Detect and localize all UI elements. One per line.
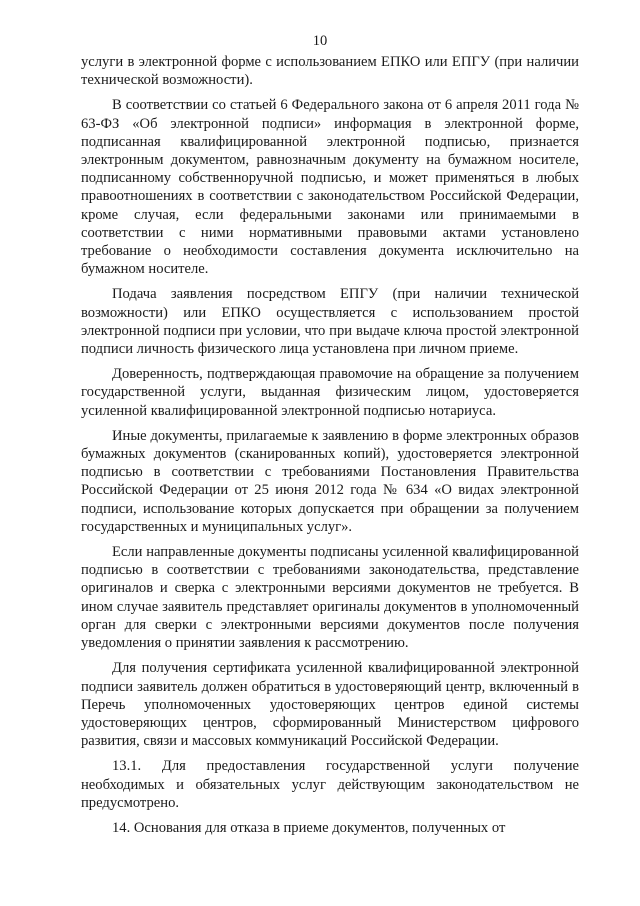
page-number: 10: [312, 33, 328, 49]
paragraph-electronic-signature-law: В соответствии со статьей 6 Федерального закона от 6 апреля 2011 года № 63-ФЗ «Об электронной подписи» информация в электронной форме, подписанная квалифицированной электронной подписью, признается электронным документом, равнозначным документу на бумажном носителе, подписанному собственноручной подписью, и может применяться в любых правоотношениях в соответствии с законодательством Российской Федерации, кроме случая, если федеральными законами или принимаемыми в соответствии с ними нормативными правовыми актами установлено требование о необходимости составления документа исключительно на бумажном носителе.: [81, 97, 579, 278]
paragraph-signed-documents: Если направленные документы подписаны усиленной квалифицированной подписью в соответствии с требованиями законодательства, представление оригиналов и сверка с электронными версиями документов не требуется. В ином случае заявитель представляет оригиналы документов в уполномоченный орган для сверки с электронными версиями документов после получения уведомления о принятии заявления к рассмотрению.: [81, 544, 579, 652]
paragraph-power-of-attorney: Доверенность, подтверждающая правомочие на обращение за получением государственной услуги, выданная физическим лицом, удостоверяется усиленной квалифицированной электронной подписью нотариуса.: [81, 366, 579, 419]
paragraph-other-documents: Иные документы, прилагаемые к заявлению в форме электронных образов бумажных документов (сканированных копий), удостоверяется электронной подписью в соответствии с требованиями Постановления Правительства Российской Федерации от 25 июня 2012 года № 634 «О видах электронной подписи, использование которых допускается при обращении за получением государственных и муниципальных услуг».: [81, 427, 579, 535]
paragraph-application-submission: Подача заявления посредством ЕПГУ (при наличии технической возможности) или ЕПКО осуществляется с использованием простой электронной подписи при условии, что при выдаче ключа простой электронной подписи личность физического лица установлена при личном приеме.: [81, 286, 579, 358]
paragraph-section-13-1: 13.1. Для предоставления государственной услуги получение необходимых и обязательных услуг действующим законодательством не предусмотрено.: [81, 758, 579, 811]
paragraph-section-14: 14. Основания для отказа в приеме документов, полученных от: [112, 819, 506, 836]
paragraph-certificate: Для получения сертификата усиленной квалифицированной электронной подписи заявитель должен обратиться в удостоверяющий центр, включенный в Перечь уполномоченных удостоверяющих центров единой системы удостоверяющих центров, сформированный Министерством цифрового развития, связи и массовых коммуникаций Российской Федерации.: [81, 660, 579, 750]
paragraph-continuation: услуги в электронной форме с использованием ЕПКО или ЕПГУ (при наличии технической возможности).: [81, 54, 579, 89]
document-body: [81, 53, 579, 837]
